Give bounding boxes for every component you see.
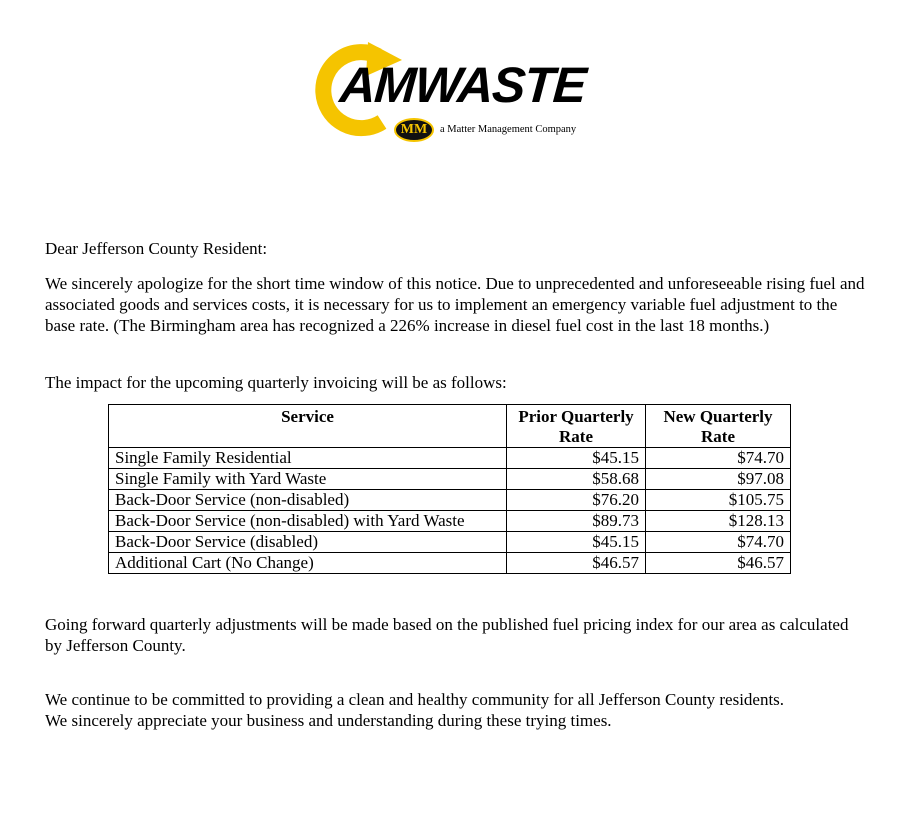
paragraph-apology: We sincerely apologize for the short time window of this notice. Due to unprecedented and unforeseeable rising fuel and associated goods and services costs, it is necessary for us to implement an emergency variable fuel adjustment to the base rate. (The Birmingham area has recognized a 226% increase in diesel fuel cost in the last 18 months.) bbox=[45, 274, 865, 335]
table-row bbox=[109, 553, 791, 574]
mm-badge: MM bbox=[394, 118, 434, 142]
header-service: Service bbox=[109, 405, 507, 448]
table-row bbox=[109, 532, 791, 553]
rate-table bbox=[108, 404, 791, 574]
header-prior-rate: Prior Quarterly Rate bbox=[507, 405, 646, 448]
cell-new-rate: $46.57 bbox=[646, 553, 791, 574]
table-row bbox=[109, 490, 791, 511]
table-row bbox=[109, 511, 791, 532]
header-new-rate: New Quarterly Rate bbox=[646, 405, 791, 448]
paragraph-commitment-line1: We continue to be committed to providing a clean and healthy community for all Jefferson County residents. bbox=[45, 690, 785, 709]
table-header-row bbox=[109, 405, 791, 448]
cell-service: Back-Door Service (non-disabled) bbox=[109, 490, 507, 511]
amwaste-logo bbox=[310, 40, 600, 150]
cell-prior-rate: $76.20 bbox=[507, 490, 646, 511]
cell-prior-rate: $58.68 bbox=[507, 469, 646, 490]
cell-prior-rate: $45.15 bbox=[507, 532, 646, 553]
cell-new-rate: $128.13 bbox=[646, 511, 791, 532]
cell-service: Back-Door Service (disabled) bbox=[109, 532, 507, 553]
brand-name: AMWASTE bbox=[338, 57, 588, 113]
cell-service: Additional Cart (No Change) bbox=[109, 553, 507, 574]
cell-new-rate: $105.75 bbox=[646, 490, 791, 511]
cell-prior-rate: $89.73 bbox=[507, 511, 646, 532]
cell-new-rate: $74.70 bbox=[646, 532, 791, 553]
cell-new-rate: $97.08 bbox=[646, 469, 791, 490]
cell-service: Back-Door Service (non-disabled) with Yard Waste bbox=[109, 511, 507, 532]
greeting: Dear Jefferson County Resident: bbox=[45, 239, 268, 258]
paragraph-impact: The impact for the upcoming quarterly invoicing will be as follows: bbox=[45, 373, 507, 392]
cell-service: Single Family Residential bbox=[109, 448, 507, 469]
company-tagline: a Matter Management Company bbox=[440, 124, 577, 135]
paragraph-commitment-line2: We sincerely appreciate your business and understanding during these trying times. bbox=[45, 711, 612, 730]
table-row bbox=[109, 448, 791, 469]
cell-service: Single Family with Yard Waste bbox=[109, 469, 507, 490]
paragraph-going-forward: Going forward quarterly adjustments will be made based on the published fuel pricing index for our area as calculated by Jefferson County. bbox=[45, 615, 849, 655]
cell-prior-rate: $46.57 bbox=[507, 553, 646, 574]
cell-new-rate: $74.70 bbox=[646, 448, 791, 469]
cell-prior-rate: $45.15 bbox=[507, 448, 646, 469]
table-row bbox=[109, 469, 791, 490]
